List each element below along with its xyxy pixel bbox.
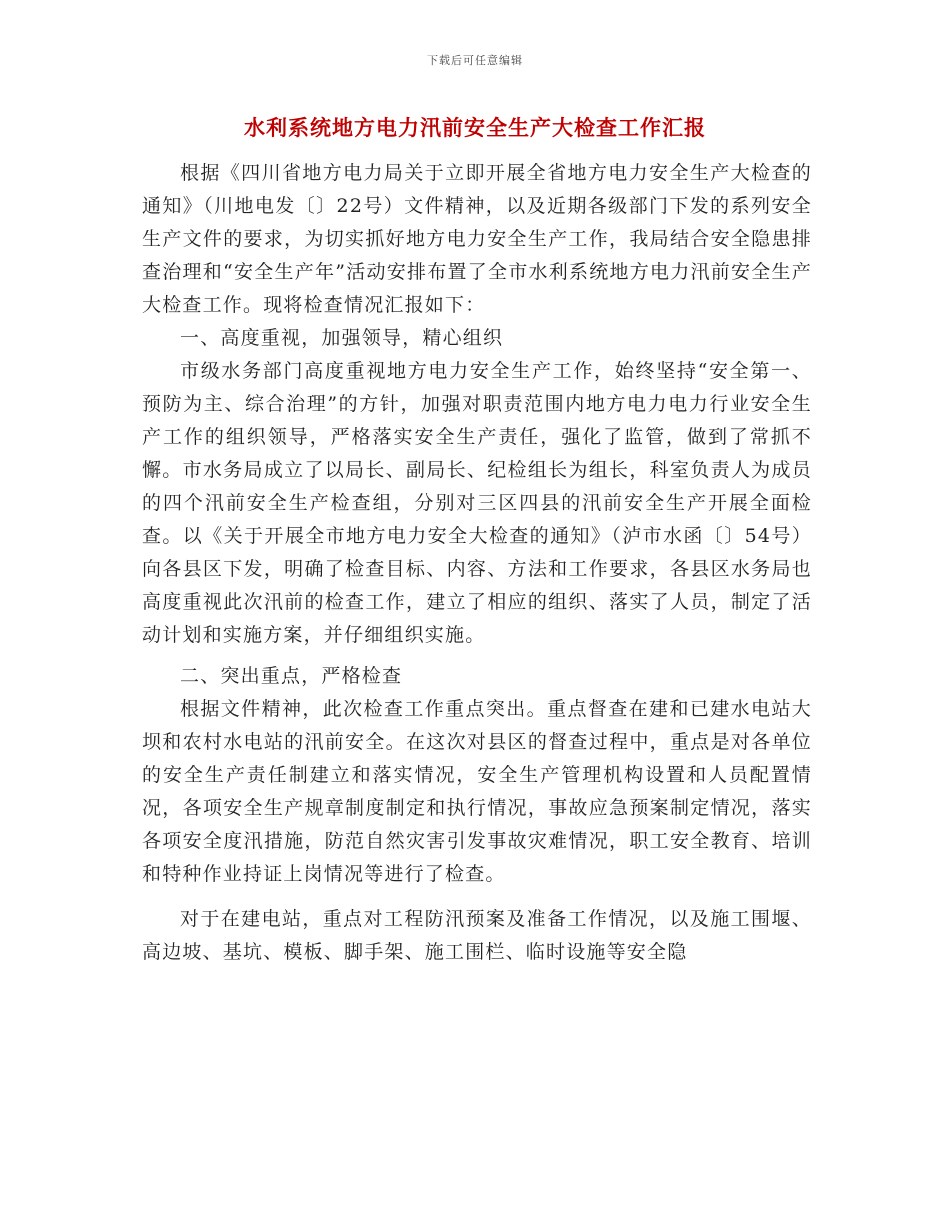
document-title: 水利系统地方电力汛前安全生产大检查工作汇报 (244, 115, 706, 140)
section-heading-1: 一、高度重视，加强领导，精心组织 (180, 327, 504, 349)
header-note: 下载后可任意编辑 (427, 54, 523, 67)
section-heading-2: 二、突出重点，严格检查 (180, 665, 403, 687)
paragraph-section-1: 市级水务部门高度重视地方电力安全生产工作，始终坚持“安全第一、预防为主、综合治理”的方针，加强对职责范围内地方电力电力行业安全生产工作的组织领导，严格落实安全生产责任，强化了监管，做到了常抓不懈。市水务局成立了以局长、副局长、纪检组长为组长，科室负责人为成员的四个汛前安全生产检查组，分别对三区四县的汛前安全生产开展全面检查。以《关于开展全市地方电力安全大检查的通知》（泸市水函〔〕54号）向各县区下发，明确了检查目标、内容、方法和工作要求，各县区水务局也高度重视此次汛前的检查工作，建立了相应的组织、落实了人员，制定了活动计划和实施方案，并仔细组织实施。 (142, 360, 812, 646)
paragraph-construction: 对于在建电站，重点对工程防汛预案及准备工作情况，以及施工围堰、高边坡、基坑、模板、脚手架、施工围栏、临时设施等安全隐 (142, 908, 812, 963)
document-body (142, 157, 812, 969)
paragraph-section-2: 根据文件精神，此次检查工作重点突出。重点督查在建和已建水电站大坝和农村水电站的汛前安全。在这次对县区的督查过程中，重点是对各单位的安全生产责任制建立和落实情况，安全生产管理机构设置和人员配置情况，各项安全生产规章制度制定和执行情况，事故应急预案制定情况，落实各项安全度汛措施，防范自然灾害引发事故灾难情况，职工安全教育、培训和特种作业持证上岗情况等进行了检查。 (142, 698, 812, 885)
paragraph-intro: 根据《四川省地方电力局关于立即开展全省地方电力安全生产大检查的通知》（川地电发〔〕22号）文件精神，以及近期各级部门下发的系列安全生产文件的要求，为切实抓好地方电力安全生产工作，我局结合安全隐患排查治理和“安全生产年”活动安排布置了全市水利系统地方电力汛前安全生产大检查工作。现将检查情况汇报如下： (142, 162, 812, 316)
